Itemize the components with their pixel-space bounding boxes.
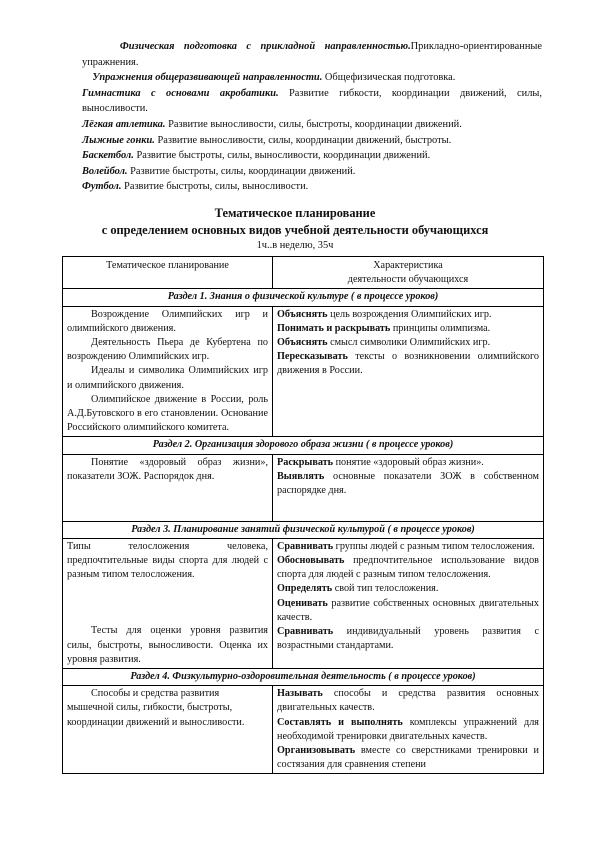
section-title: Раздел 2. Организация здорового образа жизни ( в процессе уроков) [63,437,544,454]
intro-lead: Волейбол. [82,165,128,177]
topics-cell [63,686,273,774]
activity-verb: Сравнивать [277,540,334,552]
column-header-activities [273,257,544,289]
topics-cell [63,306,273,437]
planning-table [62,256,544,774]
activity-item [277,554,539,582]
intro-paragraph [82,117,542,133]
activity-text: свой тип телосложения. [332,583,439,595]
activities-cell [273,686,544,774]
activity-verb: Понимать и раскрывать [277,322,391,334]
column-header-topics: Тематическое планирование [63,257,273,289]
activity-item [277,456,539,470]
intro-text: Развитие быстроты, силы, выносливости, координации движений. [133,150,431,162]
section-title: Раздел 4. Физкультурно-оздоровительная деятельность ( в процессе уроков) [63,669,544,686]
intro-paragraph [82,179,542,195]
activity-item [277,322,539,336]
page-title: Тематическое планирование [214,206,376,220]
intro-lead: Упражнения общеразвивающей направленности. [92,72,323,84]
table-row [63,306,544,437]
activity-text: смысл символики Олимпийских игр. [327,337,491,349]
topic-text: Олимпийское движение в России, роль А.Д.Бутовского в его становлении. Основание Российского олимпийского комитета. [67,393,268,434]
topic-text: Способы и средства развития мышечной силы, гибкости, быстроты, координации движений и выносливости. [67,688,245,728]
activity-text: понятие «здоровый образ жизни». [333,456,484,468]
intro-lead: Баскетбол. [82,150,134,162]
activities-cell [273,538,544,668]
activity-item [277,350,539,378]
intro-lead: Футбол. [82,181,122,193]
activity-text: вместе со сверстниками тренировки и состязания для сравнения степени [277,745,539,771]
activity-verb: Называть [277,688,323,700]
topics-cell [63,538,273,668]
activity-verb: Организовывать [277,745,356,757]
activity-verb: Сравнивать [277,626,334,638]
intro-paragraph [82,70,542,86]
intro-lead: Лёгкая атлетика. [82,118,166,130]
topic-text: Деятельность Пьера де Кубертена по возрождению Олимпийских игр. [67,337,268,363]
activity-text: группы людей с разным типом телосложения. [333,540,535,552]
activities-cell [273,454,544,521]
intro-paragraph [82,148,542,164]
intro-text: Развитие быстроты, силы, координации движений. [127,165,356,177]
page-title-line2: с определением основных видов учебной деятельности обучающихся [101,223,489,237]
column-header-line: деятельности обучающихся [347,274,469,286]
table-row [63,686,544,774]
intro-paragraph [82,164,542,180]
intro-text: Развитие гибкости, координации движений, силы, выносливости. [82,87,542,115]
topic-text: Возрождение Олимпийских игр и олимпийского движения. [67,308,268,334]
activity-item [277,687,539,715]
topic-text: Идеалы и символика Олимпийских игр и олимпийского движения. [67,365,268,391]
intro-lead: Физическая подготовка с прикладной направленностью. [119,41,411,52]
intro-paragraph [82,86,542,117]
activity-item [277,625,539,653]
activity-verb: Раскрывать [277,456,334,468]
section-title: Раздел 3. Планирование занятий физической культурой ( в процессе уроков) [63,521,544,538]
hours-subtitle: 1ч..в неделю, 35ч [256,240,334,251]
activity-verb: Определять [277,583,333,595]
section-title-row [63,289,544,306]
activity-text: основные показатели ЗОЖ в собственном распорядке дня. [277,470,539,497]
column-header-line: Характеристика [373,260,443,271]
activity-verb: Составлять и выполнять [277,716,403,728]
activity-item [277,470,539,498]
activity-text: способы и средства развития основных двигательных качеств. [277,688,539,714]
topic-text: Типы телосложения человека, предпочтительные виды спорта для людей с разным типом телосложения. [67,540,268,581]
activity-item [277,336,539,350]
intro-text: Развитие выносливости, силы, быстроты, координации движений. [165,118,462,130]
section-title: Раздел 1. Знания о физической культуре ( в процессе уроков) [63,289,544,306]
table-header-row [63,257,544,289]
intro-lead: Гимнастика с основами акробатики. [82,87,279,99]
activity-text: предпочтительное использование видов спорта для людей с разным типом телосложения. [277,555,539,581]
activity-verb: Оценивать [277,597,328,609]
activity-text: принципы олимпизма. [390,322,491,334]
section-title-row [63,521,544,538]
activity-item [277,744,539,772]
activity-text: тексты о возникновении олимпийского движения в России. [277,351,539,377]
section-title-row [63,437,544,454]
activity-text: комплексы упражнений для необходимой тренировки двигательных качеств. [277,716,539,742]
activity-text: цель возрождения Олимпийских игр. [327,308,492,320]
intro-block [82,39,542,195]
activity-item [277,308,539,322]
intro-text: Развитие быстроты, силы, выносливости. [121,181,309,193]
table-row [63,454,544,521]
activity-verb: Пересказывать [277,351,348,363]
activity-item [277,582,539,596]
intro-text: Развитие выносливости, силы, координации движений, быстроты. [154,134,452,146]
spacer [67,582,268,624]
activity-item [277,597,539,625]
topic-text: Понятие «здоровый образ жизни», показатели ЗОЖ. Распорядок дня. [67,456,268,482]
activity-item [277,716,539,744]
intro-text: Прикладно-ориентированные упражнения. [82,41,542,68]
activity-item [277,540,539,554]
table-row [63,538,544,668]
intro-paragraph [82,39,542,70]
activities-cell [273,306,544,437]
activity-verb: Объяснять [277,337,328,349]
section-title-row [63,669,544,686]
activity-verb: Объяснять [277,308,328,320]
activity-text: индивидуальный уровень развития с возрастными стандартами. [277,626,539,652]
intro-lead: Лыжные гонки. [82,134,155,146]
activity-verb: Обосновывать [277,555,345,567]
topics-cell [63,454,273,521]
intro-text: Общефизическая подготовка. [322,72,456,84]
topic-text: Тесты для оценки уровня развития силы, быстроты, выносливости. Оценка их уровня развития. [67,625,268,665]
intro-paragraph [82,133,542,149]
activity-verb: Выявлять [277,470,325,482]
activity-text: развитие собственных основных двигательных качеств. [277,597,539,623]
